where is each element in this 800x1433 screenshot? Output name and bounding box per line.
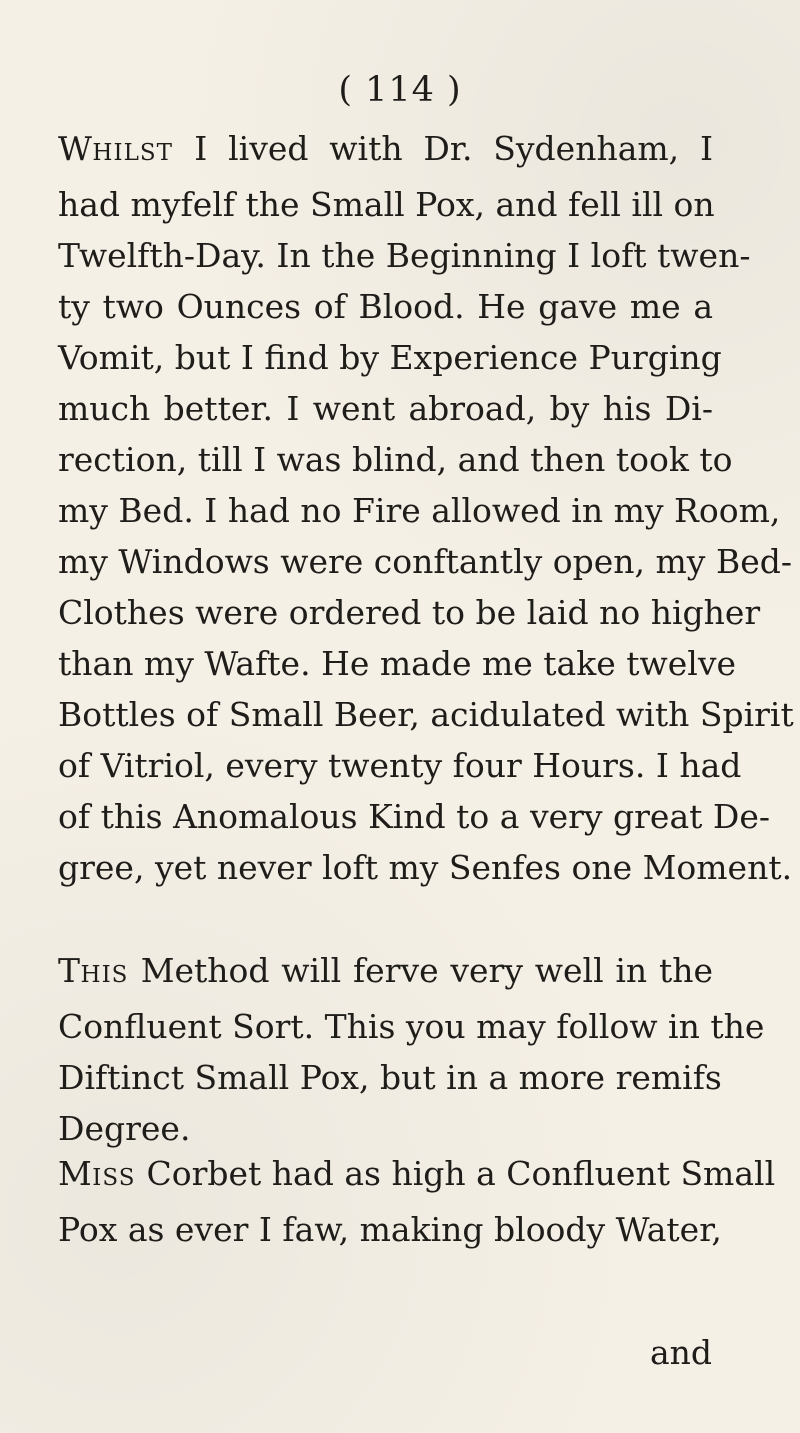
lead-rest: HILST: [92, 140, 173, 166]
paragraph-line: Confluent Sort. This you may follow in the: [58, 1007, 765, 1046]
page-number: ( 114 ): [338, 70, 462, 110]
lead-initial: W: [58, 129, 93, 168]
paragraph-line: gree, yet never loft my Senfes one Moment.: [58, 848, 793, 887]
line-text: Method will ferve very well in the: [140, 951, 713, 990]
paragraph-line: [58, 123, 713, 179]
paragraph-method: [58, 945, 765, 1154]
paragraph-line: had myfelf the Small Pox, and fell ill on: [58, 185, 715, 224]
paragraph-line: my Windows were conftantly open, my Bed-: [58, 542, 792, 581]
paragraph-line: [58, 1148, 776, 1204]
paragraph-line: Bottles of Small Beer, acidulated with Spirit: [58, 695, 794, 734]
paragraph-line: Clothes were ordered to be laid no higher: [58, 593, 761, 632]
lead-rest: ISS: [92, 1165, 136, 1191]
catchword: and: [650, 1333, 713, 1372]
paragraph-lead-word: [58, 951, 141, 990]
paragraph-line: Vomit, but I find by Experience Purging: [58, 338, 722, 377]
paragraph-line: ty two Ounces of Blood. He gave me a: [58, 287, 713, 326]
paragraph-line: Degree.: [58, 1109, 191, 1148]
paragraph-corbet: [58, 1148, 776, 1255]
paragraph-line: my Bed. I had no Fire allowed in my Room,: [58, 491, 781, 530]
lead-initial: M: [58, 1154, 93, 1193]
paragraph-sydenham: [58, 123, 794, 893]
paragraph-line: Pox as ever I faw, making bloody Water,: [58, 1210, 722, 1249]
paragraph-lead-word: [58, 1154, 147, 1193]
paragraph-line: much better. I went abroad, by his Di-: [58, 389, 713, 428]
paragraph-line: rection, till I was blind, and then took to: [58, 440, 733, 479]
lead-rest: HIS: [80, 962, 129, 988]
line-text: Corbet had as high a Confluent Small: [146, 1154, 776, 1193]
lead-initial: T: [58, 951, 81, 990]
paragraph-line: of this Anomalous Kind to a very great De-: [58, 797, 771, 836]
line-text: I lived with Dr. Sydenham, I: [194, 129, 713, 168]
paragraph-line: of Vitriol, every twenty four Hours. I had: [58, 746, 742, 785]
paragraph-lead-word: [58, 129, 194, 168]
paragraph-line: [58, 945, 713, 1001]
paragraph-line: Twelfth-Day. In the Beginning I loft twen-: [58, 236, 751, 275]
paragraph-line: Diftinct Small Pox, but in a more remifs: [58, 1058, 722, 1097]
paragraph-line: than my Wafte. He made me take twelve: [58, 644, 736, 683]
